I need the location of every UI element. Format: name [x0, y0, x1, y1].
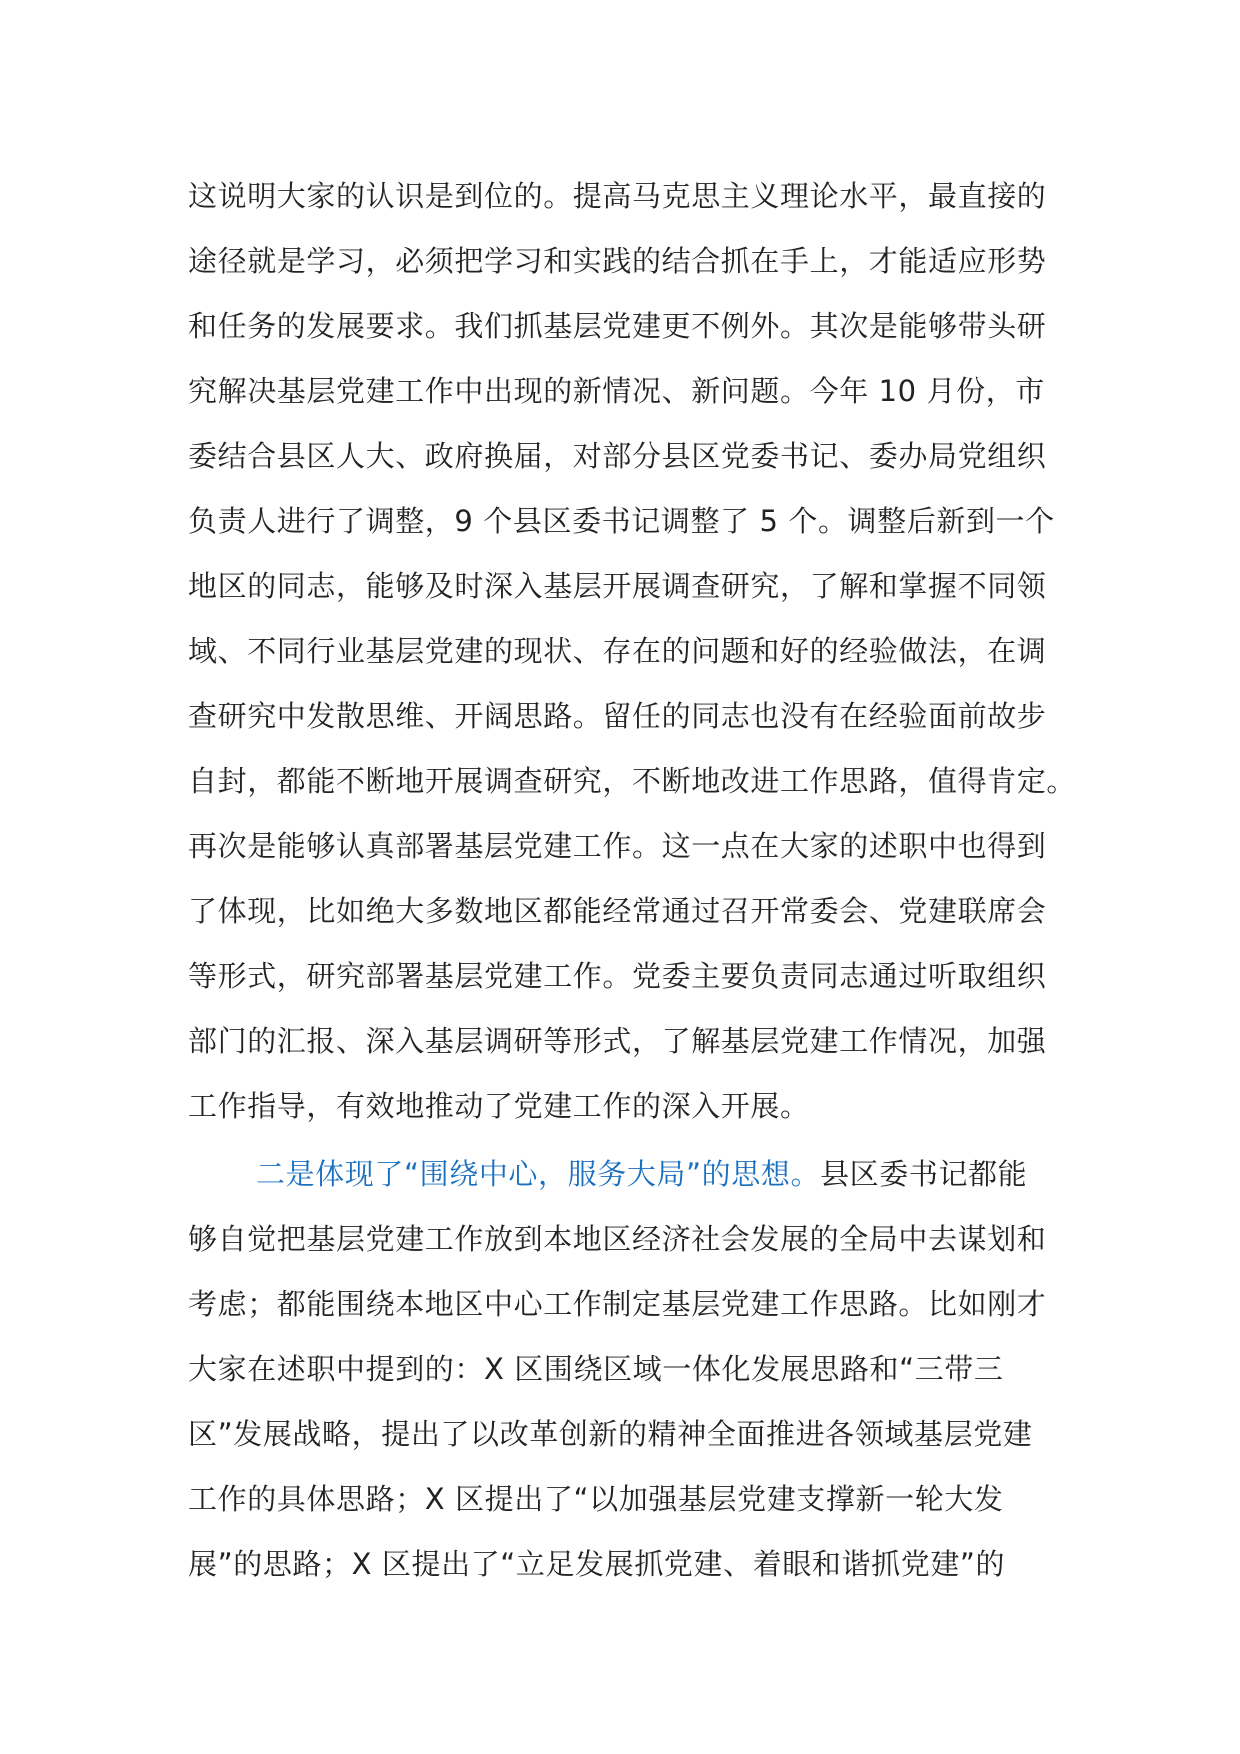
text-line: 和任务的发展要求。我们抓基层党建更不例外。其次是能够带头研	[188, 309, 1047, 343]
text-line: 途径就是学习，必须把学习和实践的结合抓在手上，才能适应形势	[188, 244, 1047, 278]
text-line: 部门的汇报、深入基层调研等形式，了解基层党建工作情况，加强	[188, 1024, 1047, 1058]
paragraph-1	[188, 164, 1088, 1139]
text-line: 究解决基层党建工作中出现的新情况、新问题。今年 10 月份，市	[188, 374, 1045, 408]
text-line: 大家在述职中提到的：X 区围绕区域一体化发展思路和“三带三	[188, 1352, 1004, 1386]
section-heading: 二是体现了“围绕中心，服务大局”的思想。	[256, 1157, 821, 1191]
text-line: 等形式，研究部署基层党建工作。党委主要负责同志通过听取组织	[188, 959, 1047, 993]
text-line: 自封，都能不断地开展调查研究，不断地改进工作思路，值得肯定。	[188, 764, 1077, 798]
text-line: 再次是能够认真部署基层党建工作。这一点在大家的述职中也得到	[188, 829, 1047, 863]
text-line: 展”的思路；X 区提出了“立足发展抓党建、着眼和谐抓党建”的	[188, 1547, 1006, 1581]
text-run: 县区委书记都能	[820, 1157, 1028, 1191]
text-line: 域、不同行业基层党建的现状、存在的问题和好的经验做法，在调	[188, 634, 1047, 668]
text-line: 了体现，比如绝大多数地区都能经常通过召开常委会、党建联席会	[188, 894, 1047, 928]
text-line: 考虑；都能围绕本地区中心工作制定基层党建工作思路。比如刚才	[188, 1287, 1047, 1321]
text-line: 工作的具体思路；X 区提出了“以加强基层党建支撑新一轮大发	[188, 1482, 1004, 1516]
text-line: 这说明大家的认识是到位的。提高马克思主义理论水平，最直接的	[188, 179, 1047, 213]
text-line: 委结合县区人大、政府换届，对部分县区党委书记、委办局党组织	[188, 439, 1047, 473]
text-line: 区”发展战略，提出了以改革创新的精神全面推进各领域基层党建	[188, 1417, 1033, 1451]
text-line: 负责人进行了调整，9 个县区委书记调整了 5 个。调整后新到一个	[188, 504, 1055, 538]
text-line: 地区的同志，能够及时深入基层开展调查研究，了解和掌握不同领	[188, 569, 1047, 603]
paragraph-2	[188, 1142, 1088, 1597]
text-line: 工作指导，有效地推动了党建工作的深入开展。	[188, 1089, 810, 1123]
text-line: 够自觉把基层党建工作放到本地区经济社会发展的全局中去谋划和	[188, 1222, 1047, 1256]
text-line: 查研究中发散思维、开阔思路。留任的同志也没有在经验面前故步	[188, 699, 1047, 733]
paragraph-2-first-line	[188, 1142, 1088, 1207]
